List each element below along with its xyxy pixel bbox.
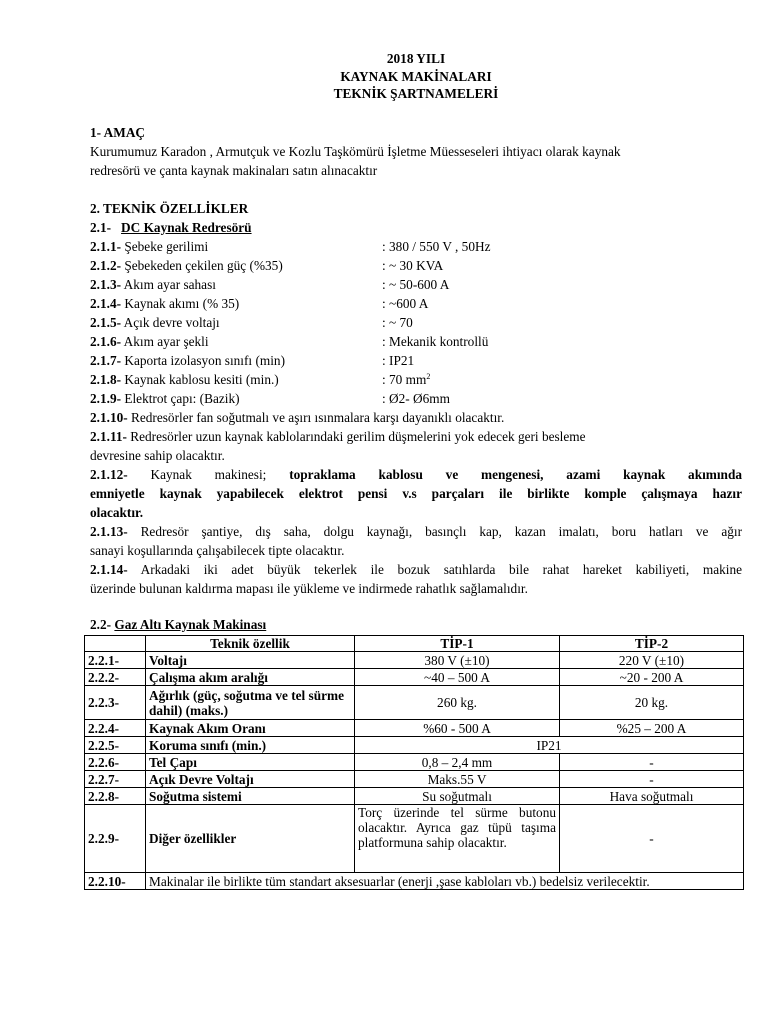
para-2-1-12: 2.1.12- Kaynak makinesi; topraklama kablosu ve mengenesi, azami kaynak akımında emniyetle kaynak yapabilecek elektrot pensi v.s parçaları ile birlikte komple çalışmaya hazır olacaktır.: [90, 466, 742, 520]
subsection-dc-title: DC Kaynak Redresörü: [121, 219, 252, 235]
spec-number: 2.1.1-: [90, 238, 122, 254]
spec-label: Kaporta izolasyon sınıfı (min): [124, 352, 285, 368]
spec-row: [90, 313, 742, 332]
title-sub: TEKNİK ŞARTNAMELERİ: [333, 86, 499, 101]
spec-number: 2.1.3-: [90, 276, 122, 292]
table-row: [85, 805, 744, 873]
table-cell-feature: Soğutma sistemi: [146, 788, 355, 805]
spec-label: Şebeke gerilimi: [124, 238, 209, 254]
table-cell-tip2: Hava soğutmalı: [560, 788, 744, 805]
subsection-gas-title: Gaz Altı Kaynak Makinası: [114, 616, 267, 632]
spec-number: 2.1.5-: [90, 314, 122, 330]
section-purpose: [90, 123, 742, 180]
table-cell-tip1: 260 kg.: [355, 686, 560, 720]
table-cell-number: 2.2.4-: [85, 720, 146, 737]
spec-value: : ~600 A: [382, 295, 429, 311]
spec-row: [90, 351, 742, 370]
table-cell-feature: Açık Devre Voltajı: [146, 771, 355, 788]
spec-value: : ~ 70: [382, 314, 413, 330]
document-page: [90, 50, 742, 634]
table-row: [85, 771, 744, 788]
title-main: KAYNAK MAKİNALARI: [340, 68, 492, 84]
section-purpose-text-2: redresörü ve çanta kaynak makinaları satın alınacaktır: [90, 162, 378, 178]
table-row: [85, 754, 744, 771]
spec-row: [90, 275, 742, 294]
table-cell-number: 2.2.1-: [85, 652, 146, 669]
table-header-tip1: TİP-1: [355, 636, 560, 652]
spec-value-superscript: 2: [426, 371, 431, 381]
table-cell-tip1: ~40 – 500 A: [355, 669, 560, 686]
table-cell-number: 2.2.2-: [85, 669, 146, 686]
para-2-1-11: 2.1.11- Redresörler uzun kaynak kablolarındaki gerilim düşmelerini yok edecek geri besleme devresine sahip olacaktır.: [90, 428, 586, 463]
table-cell-full: Makinalar ile birlikte tüm standart aksesuarlar (enerji ,şase kabloları vb.) bedelsiz verilecektir.: [146, 873, 744, 890]
spec-label: Şebekeden çekilen güç (%35): [124, 257, 283, 273]
table-cell-feature: Koruma sınıfı (min.): [146, 737, 355, 754]
gas-welding-spec-table: [84, 635, 744, 890]
spec-value: : Mekanik kontrollü: [382, 333, 489, 349]
table-row: [85, 788, 744, 805]
table-cell-tip1: 0,8 – 2,4 mm: [355, 754, 560, 771]
table-cell-feature: Çalışma akım aralığı: [146, 669, 355, 686]
table-cell-tip1: Su soğutmalı: [355, 788, 560, 805]
spec-list: [90, 237, 742, 408]
section-purpose-heading: 1- AMAÇ: [90, 124, 146, 140]
table-cell-tip1: Torç üzerinde tel sürme butonu olacaktır. Ayrıca gaz tüpü taşıma platformuna sahip olacaktır.: [355, 805, 560, 873]
spec-number: 2.1.9-: [90, 390, 122, 406]
table-body: [85, 652, 744, 890]
table-row: [85, 720, 744, 737]
spec-row: [90, 256, 742, 275]
spec-value: : ~ 50-600 A: [382, 276, 450, 292]
table-cell-tip2: -: [560, 754, 744, 771]
subsection-dc-number: 2.1-: [90, 219, 112, 235]
spec-label: Elektrot çapı: (Bazik): [124, 390, 240, 406]
spec-label: Akım ayar sahası: [123, 276, 216, 292]
table-cell-number: 2.2.9-: [85, 805, 146, 873]
table-header-num: [85, 636, 146, 652]
spec-value: : ~ 30 KVA: [382, 257, 444, 273]
table-cell-tip2: %25 – 200 A: [560, 720, 744, 737]
spec-value: : 380 / 550 V , 50Hz: [382, 238, 491, 254]
table-cell-feature: Diğer özellikler: [146, 805, 355, 873]
section-purpose-text-1: Kurumumuz Karadon , Armutçuk ve Kozlu Taşkömürü İşletme Müesseseleri ihtiyacı olarak kaynak: [90, 143, 621, 159]
spec-row: [90, 332, 742, 351]
spec-number: 2.1.2-: [90, 257, 122, 273]
table-row: [85, 873, 744, 890]
table-cell-tip2: 20 kg.: [560, 686, 744, 720]
table-header-feature: Teknik özellik: [146, 636, 355, 652]
para-2-1-14: 2.1.14- Arkadaki iki adet büyük tekerlek ile bozuk satıhlarda bile rahat hareket kabiliyeti, makine üzerinde bulunan kaldırma mapası ile yükleme ve indirmede rahatlık sağlamalıdır.: [90, 561, 742, 596]
para-2-1-13: 2.1.13- Redresör şantiye, dış saha, dolgu kaynağı, basınçlı kap, kazan imalatı, boru hatları ve ağır sanayi koşullarında çalışabilecek tipte olacaktır.: [90, 523, 742, 558]
table-cell-tip2: ~20 - 200 A: [560, 669, 744, 686]
document-title: [90, 50, 742, 103]
table-cell-tip1: Maks.55 V: [355, 771, 560, 788]
spec-label: Kaynak akımı (% 35): [124, 295, 240, 311]
spec-label: Akım ayar şekli: [123, 333, 209, 349]
table-cell-tip2: -: [560, 805, 744, 873]
spec-number: 2.1.4-: [90, 295, 122, 311]
table-cell-tip2: -: [560, 771, 744, 788]
spec-number: 2.1.6-: [90, 333, 122, 349]
table-cell-number: 2.2.10-: [85, 873, 146, 890]
subsection-gas-number: 2.2-: [90, 616, 112, 632]
table-row: [85, 669, 744, 686]
spec-row: [90, 294, 742, 313]
spec-label: Kaynak kablosu kesiti (min.): [124, 371, 279, 387]
table-cell-feature: Ağırlık (güç, soğutma ve tel sürme dahil) (maks.): [146, 686, 355, 720]
spec-number: 2.1.8-: [90, 371, 122, 387]
table-cell-number: 2.2.7-: [85, 771, 146, 788]
table-cell-feature: Kaynak Akım Oranı: [146, 720, 355, 737]
spec-number: 2.1.7-: [90, 352, 122, 368]
section-technical-heading: 2. TEKNİK ÖZELLİKLER: [90, 200, 249, 216]
table-header-row: [85, 636, 744, 652]
table-cell-both-types: IP21: [355, 737, 744, 754]
table-cell-feature: Tel Çapı: [146, 754, 355, 771]
table-cell-number: 2.2.6-: [85, 754, 146, 771]
table-row: [85, 737, 744, 754]
subsection-dc-heading: [90, 218, 742, 237]
table-cell-number: 2.2.8-: [85, 788, 146, 805]
table-row: [85, 686, 744, 720]
table-header-tip2: TİP-2: [560, 636, 744, 652]
table-cell-tip1: 380 V (±10): [355, 652, 560, 669]
table-cell-tip1: %60 - 500 A: [355, 720, 560, 737]
spec-row: [90, 237, 742, 256]
spec-value: : Ø2- Ø6mm: [382, 390, 450, 406]
para-2-1-10: 2.1.10- Redresörler fan soğutmalı ve aşırı ısınmalara karşı dayanıklı olacaktır.: [90, 409, 505, 425]
spec-value: : 70 mm: [382, 371, 427, 387]
spec-value: : IP21: [382, 352, 415, 368]
table-cell-number: 2.2.3-: [85, 686, 146, 720]
spec-row: [90, 370, 742, 389]
table-cell-tip2: 220 V (±10): [560, 652, 744, 669]
subsection-gas-heading: [90, 615, 742, 634]
spec-row: [90, 389, 742, 408]
spec-label: Açık devre voltajı: [123, 314, 220, 330]
title-year: 2018 YILI: [386, 51, 446, 66]
table-row: [85, 652, 744, 669]
table-cell-feature: Voltajı: [146, 652, 355, 669]
table-cell-number: 2.2.5-: [85, 737, 146, 754]
section-technical: [90, 199, 742, 598]
